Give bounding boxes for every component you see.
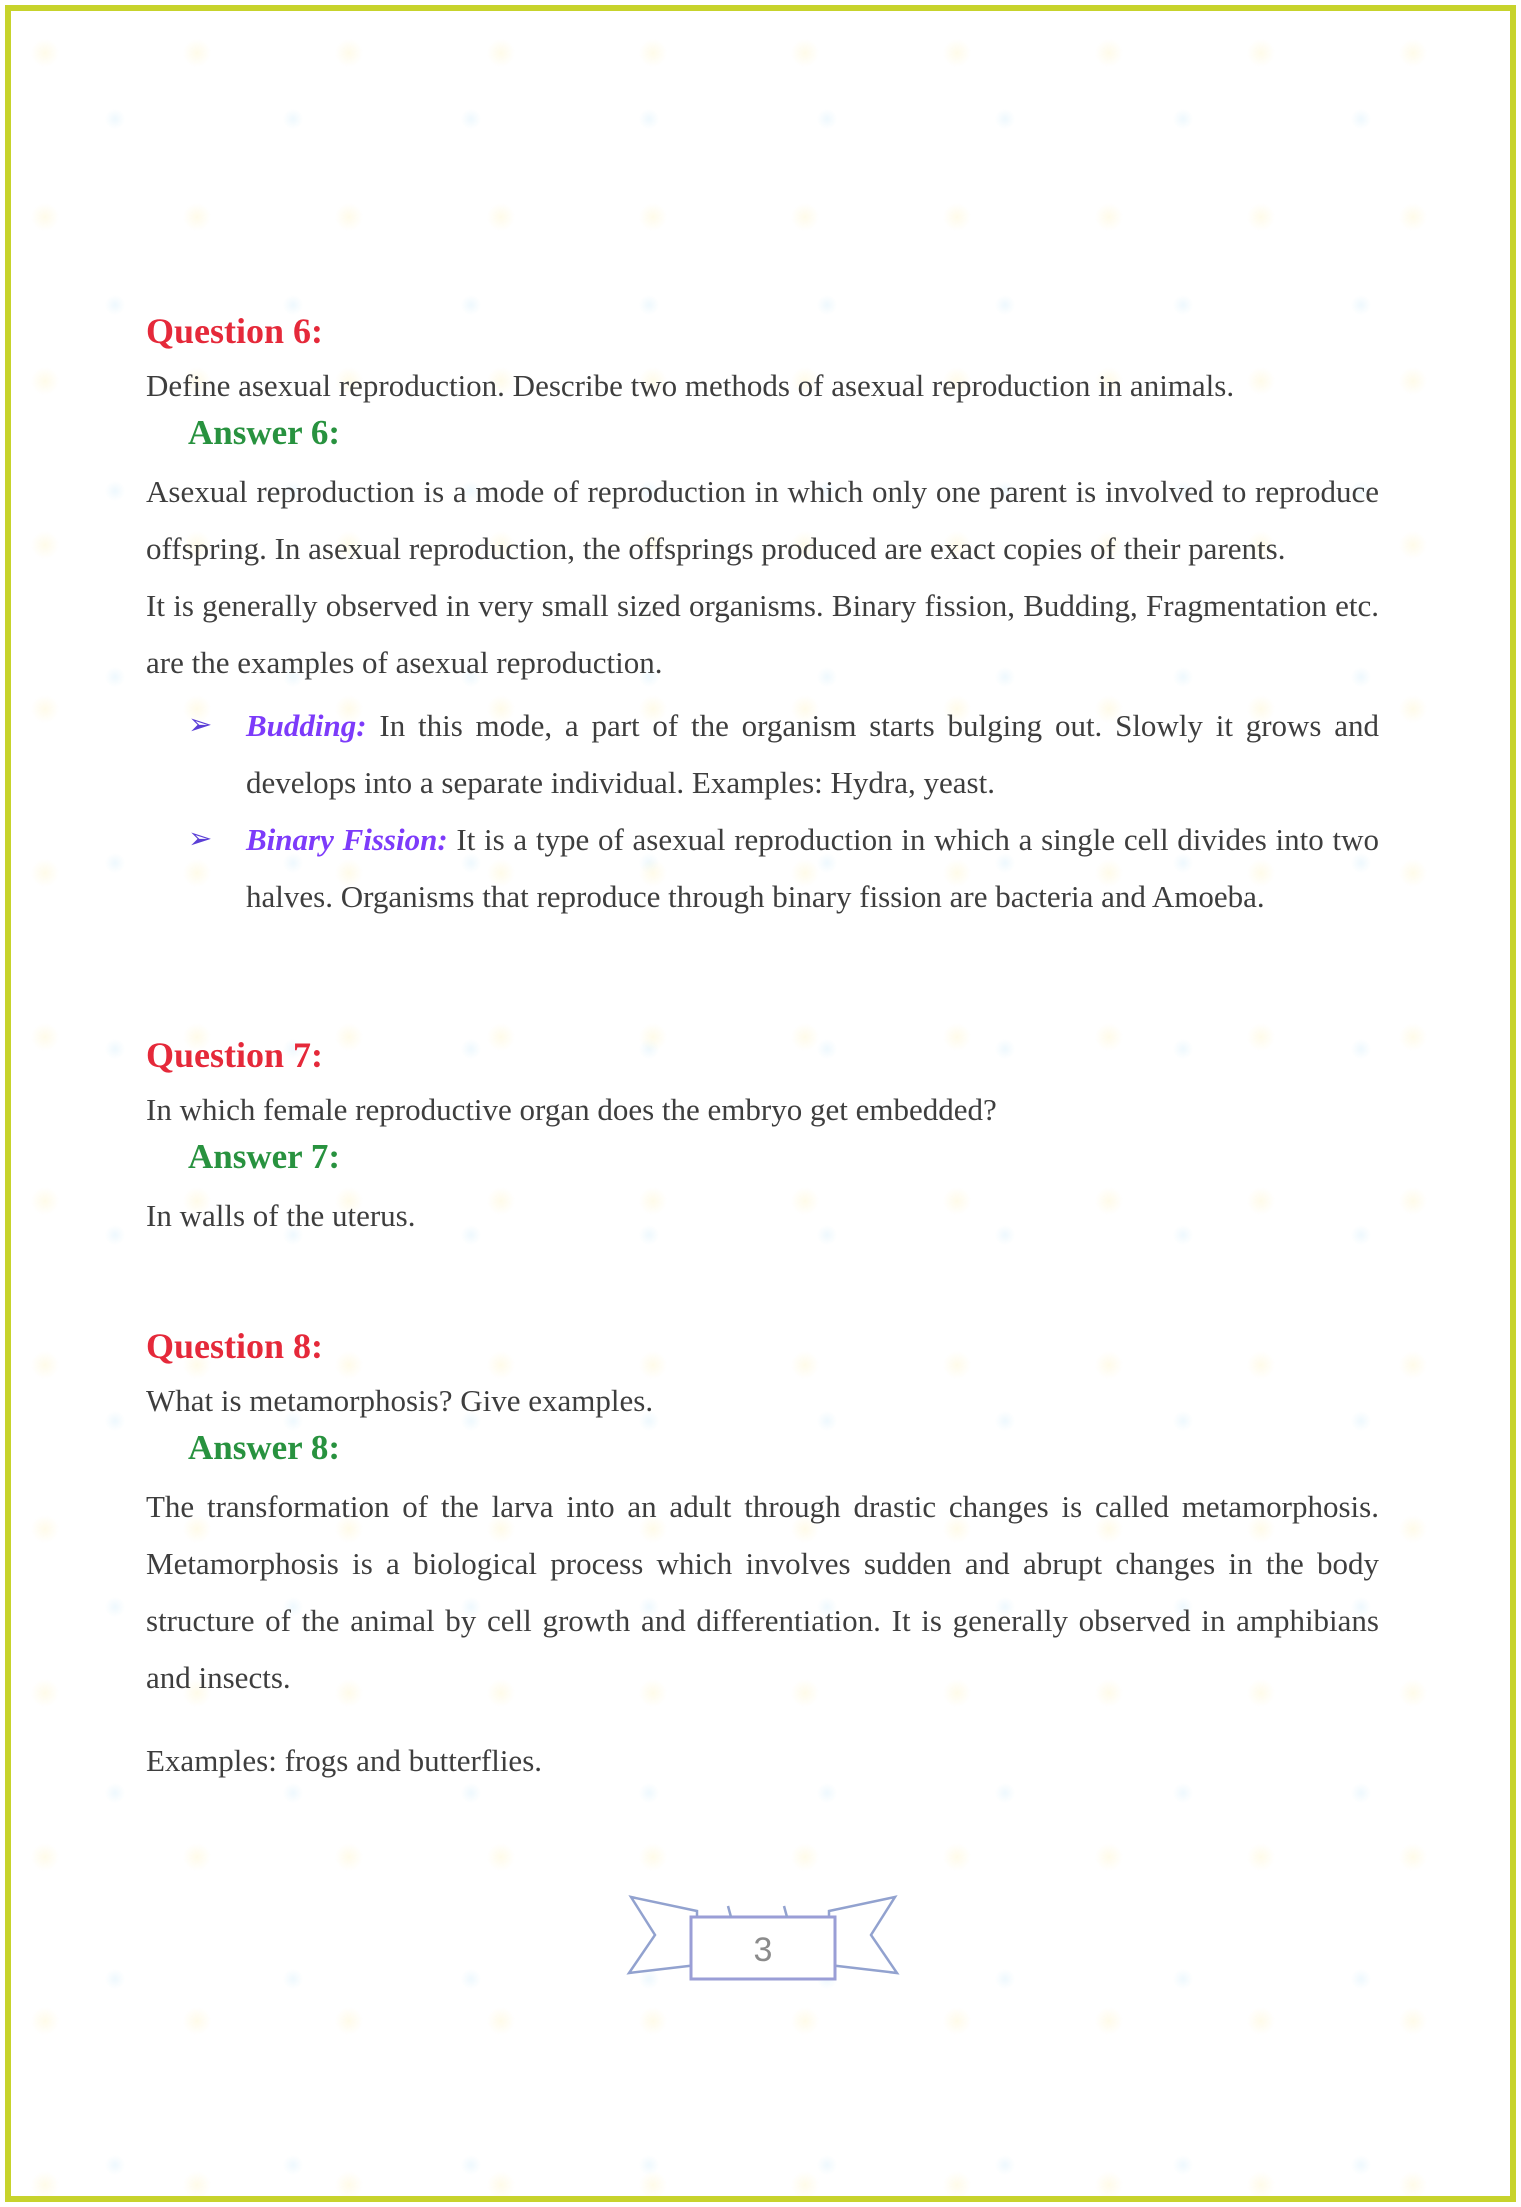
arrow-bullet-icon: ➢ (188, 709, 213, 741)
answer-heading: Answer 8: (188, 1428, 340, 1467)
page-content (11, 11, 1510, 1989)
bullet-list (146, 697, 1379, 925)
answer-heading: Answer 6: (188, 413, 340, 452)
question-text: In which female reproductive organ does the embryo get embedded? (146, 1092, 997, 1127)
question-7-section (146, 1033, 1379, 1244)
page-footer (146, 1883, 1379, 1989)
ribbon-right-tail (829, 1897, 897, 1973)
question-heading: Question 6: (146, 311, 324, 351)
question-text: What is metamorphosis? Give examples. (146, 1383, 654, 1418)
page-border (5, 5, 1516, 2202)
ribbon-fold-mark (784, 1906, 787, 1917)
answer-paragraph: Examples: frogs and butterflies. (146, 1743, 543, 1778)
answer-paragraph: The transformation of the larva into an adult through drastic changes is called metamorphosis. Metamorphosis is a biological process which involves sudden and abrupt changes in the body structure of the animal by cell growth and differentiation. It is generally observed in amphibians and insects. (146, 1489, 1379, 1695)
answer-paragraph: It is generally observed in very small sized organisms. Binary fission, Budding, Fragmentation etc. are the examples of asexual reproduction. (146, 588, 1379, 680)
question-8-section (146, 1324, 1379, 1789)
bullet-item (146, 811, 1379, 925)
ribbon-fold-mark (728, 1906, 731, 1917)
arrow-bullet-icon: ➢ (188, 823, 213, 855)
bullet-item (146, 697, 1379, 811)
page-number-ribbon (615, 1883, 911, 1989)
answer-paragraph: Asexual reproduction is a mode of reproduction in which only one parent is involved to reproduce offspring. In asexual reproduction, the offsprings produced are exact copies of their parents. (146, 474, 1379, 566)
ribbon-left-tail (629, 1897, 697, 1973)
question-text: Define asexual reproduction. Describe two methods of asexual reproduction in animals. (146, 368, 1235, 403)
bullet-text: It is a type of asexual reproduction in which a single cell divides into two halves. Organisms that reproduce through binary fission are bacteria and Amoeba. (246, 822, 1379, 914)
bullet-term: Budding: (246, 708, 367, 743)
question-heading: Question 7: (146, 1035, 324, 1075)
answer-heading: Answer 7: (188, 1137, 340, 1176)
page-number: 3 (753, 1931, 772, 1969)
question-heading: Question 8: (146, 1326, 324, 1366)
bullet-text: In this mode, a part of the organism starts bulging out. Slowly it grows and develops into a separate individual. Examples: Hydra, yeast. (246, 708, 1380, 800)
bullet-term: Binary Fission: (246, 822, 448, 857)
answer-paragraph: In walls of the uterus. (146, 1198, 416, 1233)
question-6-section (146, 309, 1379, 925)
